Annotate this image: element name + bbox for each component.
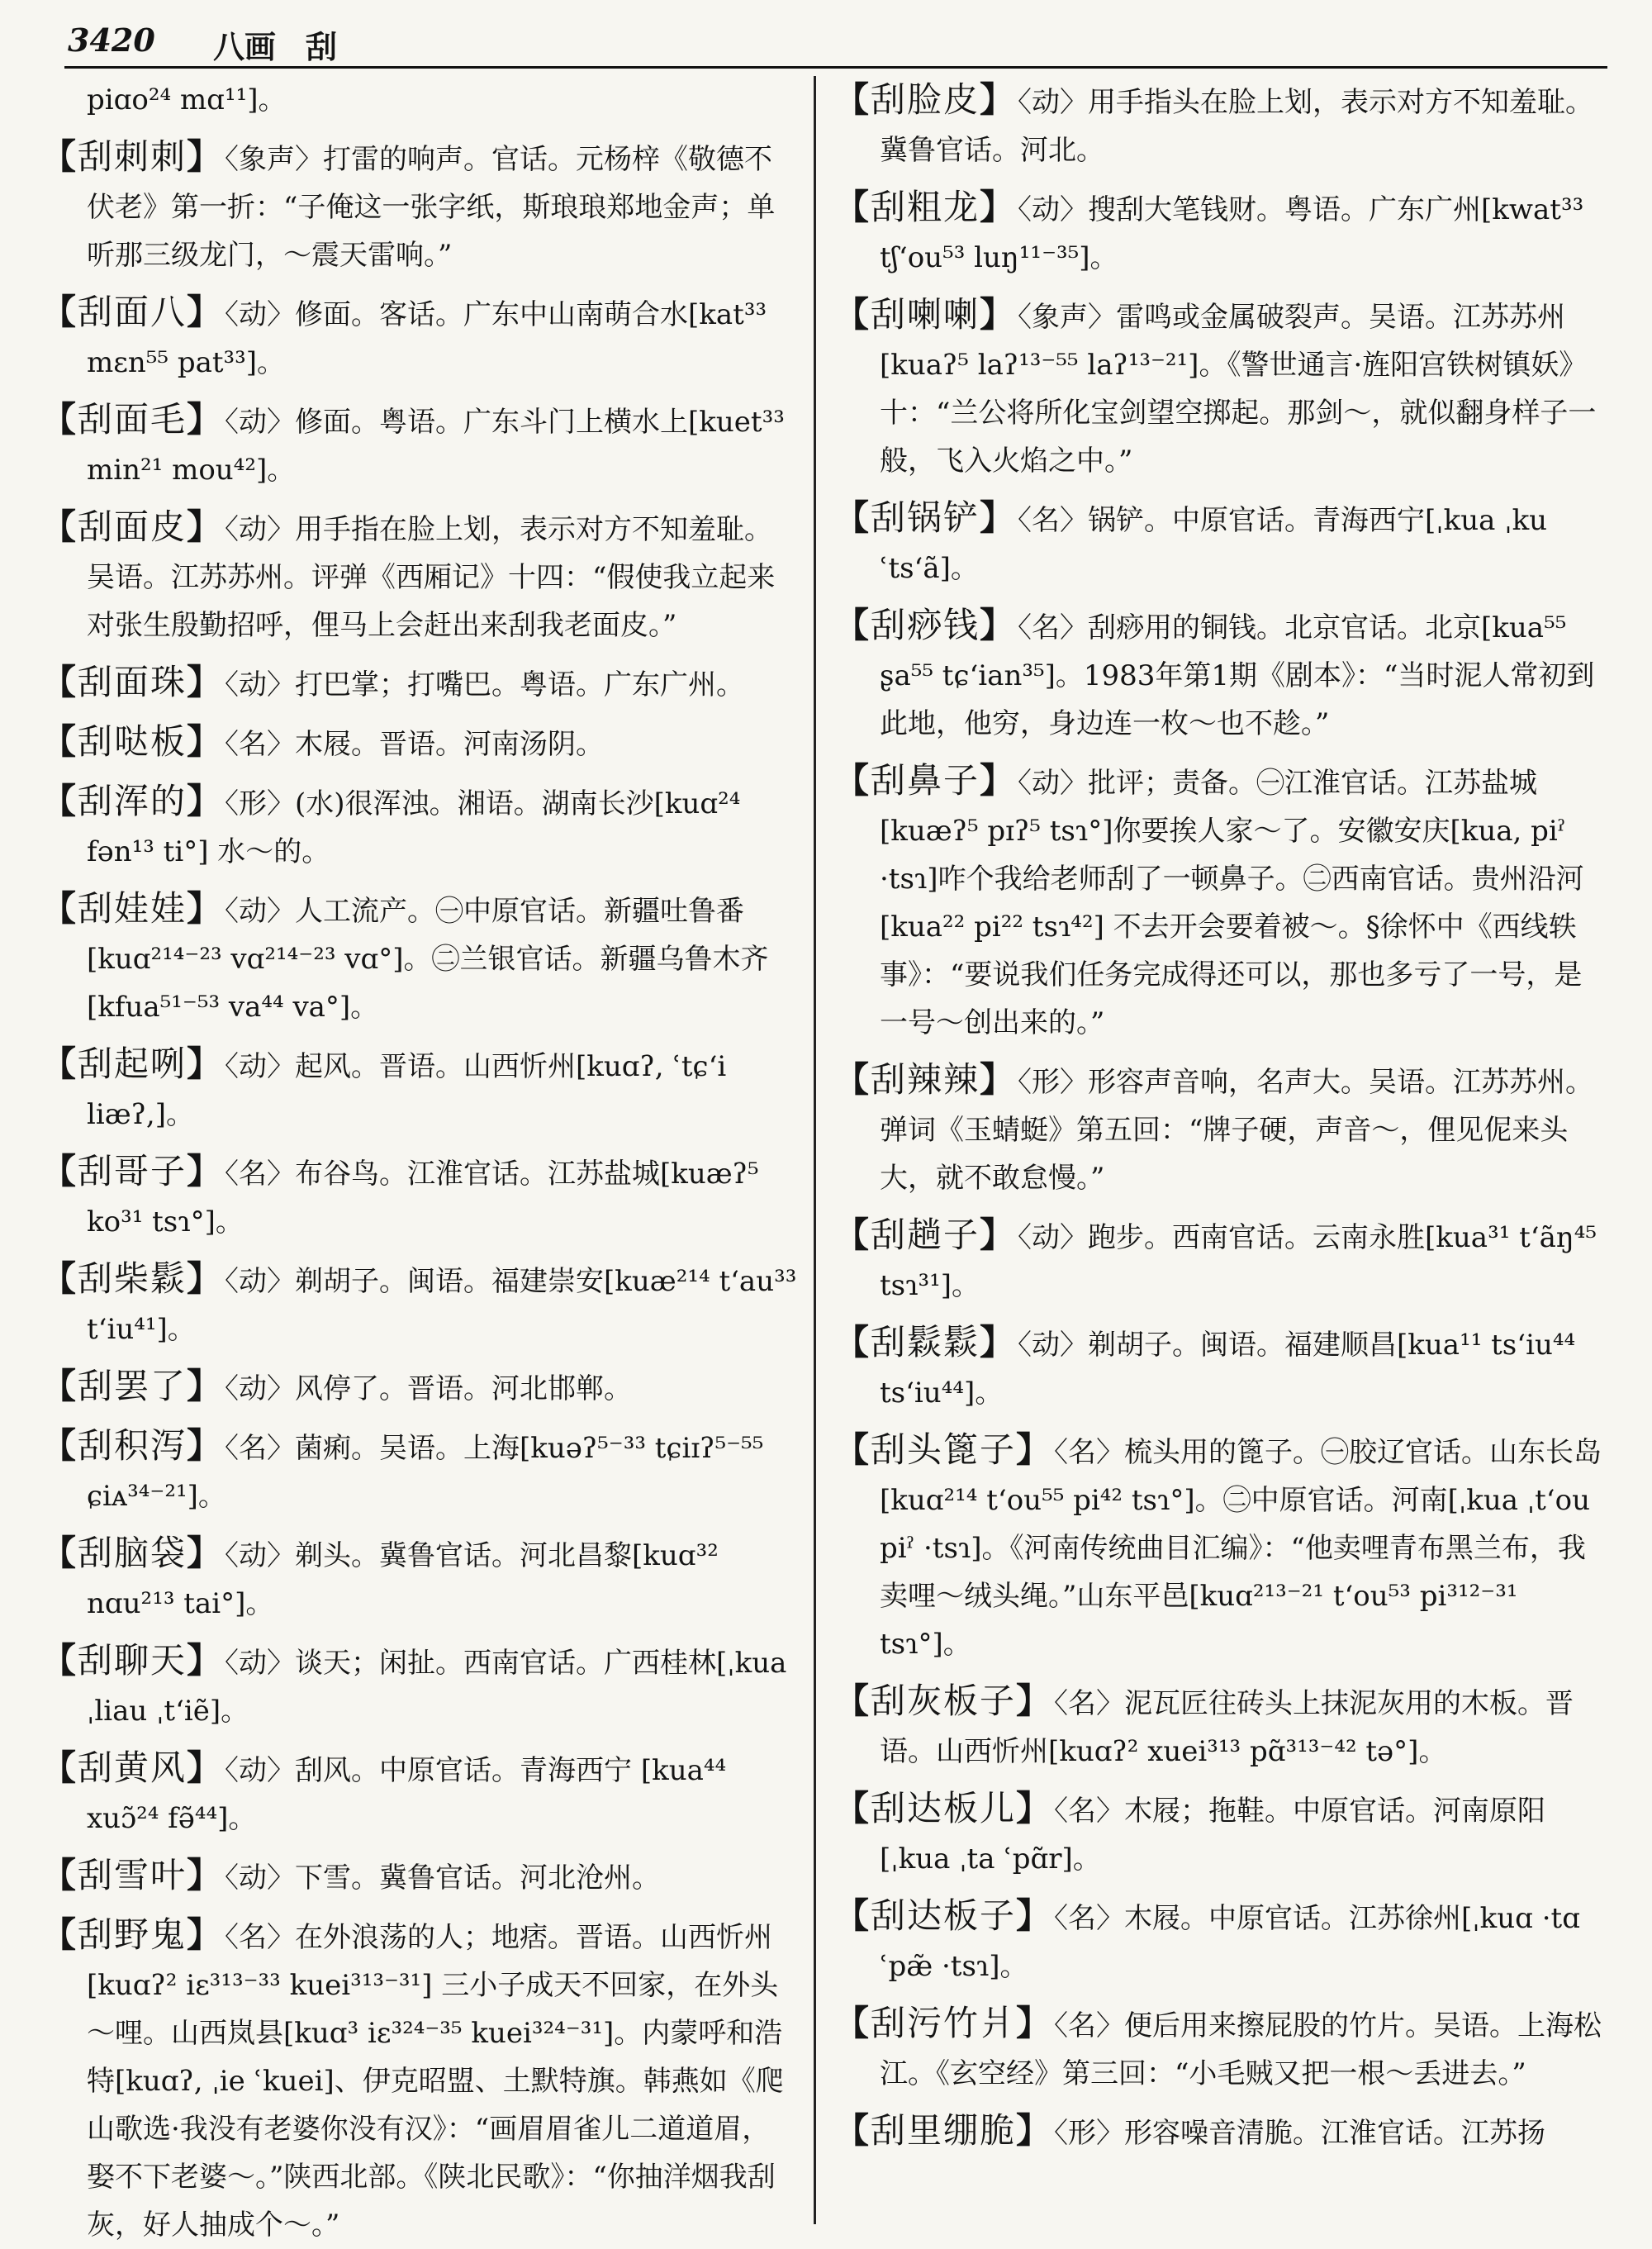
part-of-speech: 〈动〉 <box>1018 767 1089 800</box>
column-divider <box>814 76 816 2224</box>
dictionary-entry <box>834 1319 1602 1417</box>
part-of-speech: 〈动〉 <box>225 1539 296 1572</box>
entry-headword: 【刮鬏鬏】 <box>834 1322 1017 1362</box>
entry-headword: 【刮头篦子】 <box>834 1429 1053 1470</box>
dictionary-entry <box>834 1056 1602 1202</box>
entry-headword: 【刮达板儿】 <box>834 1788 1053 1828</box>
part-of-speech: 〈名〉 <box>1054 1902 1125 1935</box>
entry-definition: 下雪。冀鲁官话。河北沧州。 <box>295 1861 661 1895</box>
part-of-speech: 〈名〉 <box>1054 1687 1125 1720</box>
part-of-speech: 〈动〉 <box>225 895 296 928</box>
entry-definition: 打雷的响声。官话。元杨梓《敬德不伏老》第一折：“子俺这一张字纸，斯琅琅郑地金声；单听那三级龙门，～震天雷响。” <box>87 143 776 272</box>
dictionary-entry <box>834 76 1602 174</box>
entry-definition: 木屐；拖鞋。中原官话。河南原阳[ˌkua ˌta ʿpɑ̃r]。 <box>880 1795 1546 1876</box>
entry-definition: 修面。客话。广东中山南萌合水[kat³³ mɛn⁵⁵ pat³³]。 <box>87 298 767 379</box>
dictionary-entry <box>834 183 1602 282</box>
dictionary-entry <box>41 1148 797 1246</box>
entry-headword: 【刮趟子】 <box>834 1215 1017 1255</box>
dictionary-entry <box>834 757 1602 1047</box>
page-header <box>64 15 1607 69</box>
dictionary-entry <box>834 1999 1602 2098</box>
entry-headword: 【刮罢了】 <box>41 1366 224 1406</box>
part-of-speech: 〈名〉 <box>1054 1436 1125 1469</box>
entry-definition: 便后用来擦屁股的竹片。吴语。上海松江。《玄空经》第三回：“小毛贼又把一根～丢进去。” <box>880 2009 1602 2090</box>
part-of-speech: 〈动〉 <box>225 1647 296 1680</box>
entry-headword: 【刮柴鬏】 <box>41 1258 224 1299</box>
dictionary-entry <box>834 1211 1602 1310</box>
entry-definition: 木屐。晋语。河南汤阴。 <box>295 728 605 761</box>
entry-headword: 【刮积泻】 <box>41 1425 224 1466</box>
entry-definition: 谈天；闲扯。西南官话。广西桂林[ˌkua ˌliau ˌtʻiẽ]。 <box>87 1647 787 1728</box>
dictionary-entry <box>41 1422 797 1520</box>
entry-headword: 【刮娃娃】 <box>41 888 224 929</box>
part-of-speech: 〈动〉 <box>1018 86 1089 119</box>
entry-definition: 跑步。西南官话。云南永胜[kua³¹ tʻãŋ⁴⁵ tsɿ³¹]。 <box>880 1221 1597 1302</box>
dictionary-entry <box>41 288 797 387</box>
entry-definition: 用手指头在脸上划，表示对方不知羞耻。冀鲁官话。河北。 <box>880 86 1594 167</box>
dictionary-entry <box>834 494 1602 592</box>
entry-headword: 【刮达板子】 <box>834 1895 1053 1936</box>
entry-headword: 【刮面皮】 <box>41 506 224 547</box>
entry-headword: 【刮起咧】 <box>41 1044 224 1084</box>
entry-headword: 【刮面毛】 <box>41 399 224 440</box>
entry-headword: 【刮锅铲】 <box>834 497 1017 538</box>
part-of-speech: 〈名〉 <box>225 1921 296 1954</box>
dictionary-entry <box>41 1637 797 1735</box>
dictionary-entry <box>41 1362 797 1413</box>
dictionary-entry <box>41 1040 797 1139</box>
dictionary-entry <box>41 718 797 768</box>
entry-definition: 批评；责备。㊀江淮官话。江苏盐城[kuæʔ⁵ pɪʔ⁵ tsɿ°]你要挨人家～了。安徽安庆[kua, piˀ ·tsɿ]咋个我给老师刮了一顿鼻子。㊁西南官话。贵州沿河[kua²² pi²² tsɿ⁴²] 不去开会要着被～。§徐怀中《西线轶事》：“要说我们任务完成得还可以，那也多亏了一号，是一号～创出来的。” <box>880 767 1584 1039</box>
entry-headword: 【刮脑袋】 <box>41 1533 224 1573</box>
dictionary-entry <box>834 2107 1602 2157</box>
entry-definition: 刮风。中原官话。青海西宁 [kua⁴⁴ xuɔ̃²⁴ fə̃⁴⁴]。 <box>87 1754 727 1835</box>
part-of-speech: 〈名〉 <box>1018 611 1089 644</box>
part-of-speech: 〈动〉 <box>225 1372 296 1405</box>
entry-definition: 木屐。中原官话。江苏徐州[ˌkuɑ ·tɑ ʿpæ̃ ·tsɿ]。 <box>880 1902 1580 1983</box>
entry-headword: 【刮里绷脆】 <box>834 2110 1053 2151</box>
entry-definition: (水)很浑浊。湘语。湖南长沙[kuɑ²⁴ fən¹³ ti°] 水～的。 <box>87 787 741 868</box>
dictionary-entry <box>41 133 797 279</box>
entry-definition: 搜刮大笔钱财。粤语。广东广州[kwat³³ tʃʻou⁵³ luŋ¹¹⁻³⁵]。 <box>880 193 1584 274</box>
dictionary-entry <box>41 1911 797 2249</box>
dictionary-entry <box>41 1744 797 1842</box>
part-of-speech: 〈象声〉 <box>225 143 324 176</box>
part-of-speech: 〈名〉 <box>225 728 296 761</box>
part-of-speech: 〈动〉 <box>1018 1221 1089 1254</box>
dictionary-entry <box>834 1426 1602 1668</box>
part-of-speech: 〈形〉 <box>1018 1066 1089 1099</box>
entry-headword: 【刮脸皮】 <box>834 79 1017 120</box>
entry-headword: 【刮鼻子】 <box>834 760 1017 801</box>
page-number: 3420 <box>68 21 155 59</box>
entry-definition: 在外浪荡的人；地痞。晋语。山西忻州[kuɑʔ² iɛ³¹³⁻³³ kuei³¹³⁻³¹] 三小子成天不回家，在外头～哩。山西岚县[kuɑ³ iɛ³²⁴⁻³⁵ kuei³²⁴⁻³¹]。内蒙呼和浩特[kuɑʔ, ˌie ʿkuei]、伊克昭盟、土默特旗。韩燕如《爬山歌选·我没有老婆你没有汉》：“画眉眉雀儿二道道眉，娶不下老婆～。”陕西北部。《陕北民歌》：“你抽洋烟我刮灰，好人抽成个～。” <box>87 1921 784 2242</box>
left-column <box>41 76 797 2242</box>
part-of-speech: 〈动〉 <box>225 1265 296 1298</box>
entry-headword: 【刮黄风】 <box>41 1747 224 1788</box>
part-of-speech: 〈动〉 <box>225 1754 296 1787</box>
entry-definition: 起风。晋语。山西忻州[kuɑʔ, ʿtɕʻi liæʔ,]。 <box>87 1050 727 1131</box>
entry-definition: 梳头用的篦子。㊀胶辽官话。山东长岛[kuɑ²¹⁴ tʻou⁵⁵ pi⁴² tsɿ°]。㊁中原官话。河南[ˌkua ˌtʻou piˀ ·tsɿ]。《河南传统曲目汇编》：“他卖哩青布黑兰布，我卖哩～绒头绳。”山东平邑[kuɑ²¹³⁻²¹ tʻou⁵³ pi³¹²⁻³¹ tsɿ°]。 <box>880 1436 1602 1661</box>
entry-definition: 泥瓦匠往砖头上抹泥灰用的木板。晋语。山西忻州[kuɑʔ² xuei³¹³ pɑ̃³¹³⁻⁴² tə°]。 <box>880 1687 1574 1768</box>
entry-headword: 【刮面八】 <box>41 292 224 332</box>
entry-definition: 风停了。晋语。河北邯郸。 <box>295 1372 633 1405</box>
entry-definition: 菌痢。吴语。上海[kuəʔ⁵⁻³³ tɕiɪʔ⁵⁻⁵⁵ ɕiᴀ³⁴⁻²¹]。 <box>87 1432 764 1513</box>
part-of-speech: 〈象声〉 <box>1018 301 1117 334</box>
entry-headword: 【刮面珠】 <box>41 662 224 702</box>
dictionary-entry <box>41 503 797 649</box>
entry-headword: 【刮刺刺】 <box>41 136 224 177</box>
section-label: 八画 <box>213 28 277 65</box>
entry-headword: 【刮辣辣】 <box>834 1059 1017 1100</box>
entry-definition: 人工流产。㊀中原官话。新疆吐鲁番[kuɑ²¹⁴⁻²³ vɑ²¹⁴⁻²³ vɑ°]。㊁兰银官话。新疆乌鲁木齐[kfua⁵¹⁻⁵³ va⁴⁴ va°]。 <box>87 895 769 1024</box>
entry-definition: 打巴掌；打嘴巴。粤语。广东广州。 <box>295 668 745 701</box>
dictionary-entry <box>41 1255 797 1353</box>
dictionary-entry <box>41 396 797 494</box>
header-character: 刮 <box>306 28 338 65</box>
dictionary-entry <box>41 885 797 1031</box>
part-of-speech: 〈名〉 <box>1018 504 1089 537</box>
entry-definition: 形容声音响，名声大。吴语。江苏苏州。弹词《玉蜻蜓》第五回：“牌子硬，声音～，俚见伲来头大，就不敢怠慢。” <box>880 1066 1594 1195</box>
part-of-speech: 〈动〉 <box>225 668 296 701</box>
entry-definition: 形容噪音清脆。江淮官话。江苏扬 <box>1124 2117 1546 2150</box>
part-of-speech: 〈名〉 <box>1054 1795 1125 1828</box>
entry-definition: 修面。粤语。广东斗门上横水上[kuet³³ min²¹ mou⁴²]。 <box>87 406 785 487</box>
part-of-speech: 〈名〉 <box>1054 2009 1125 2042</box>
entry-headword: 【刮粗龙】 <box>834 187 1017 227</box>
part-of-speech: 〈动〉 <box>225 298 296 331</box>
entry-definition: 剃胡子。闽语。福建崇安[kuæ²¹⁴ tʻau³³ tʻiu⁴¹]。 <box>87 1265 797 1346</box>
entry-definition: 用手指在脸上划，表示对方不知羞耻。吴语。江苏苏州。评弹《西厢记》十四：“假使我立起来对张生殷勤招呼，俚马上会赶出来刮我老面皮。” <box>87 513 776 642</box>
entry-headword: 【刮哒板】 <box>41 721 224 762</box>
entry-headword: 【刮聊天】 <box>41 1640 224 1681</box>
part-of-speech: 〈名〉 <box>225 1432 296 1465</box>
part-of-speech: 〈动〉 <box>1018 193 1089 226</box>
entry-definition: 剃头。冀鲁官话。河北昌黎[kuɑ³² nɑu²¹³ tai°]。 <box>87 1539 719 1620</box>
entry-headword: 【刮野鬼】 <box>41 1914 224 1955</box>
part-of-speech: 〈动〉 <box>225 513 296 546</box>
part-of-speech: 〈形〉 <box>225 787 296 820</box>
part-of-speech: 〈动〉 <box>225 406 296 439</box>
entry-headword: 【刮痧钱】 <box>834 605 1017 645</box>
dictionary-entry <box>834 601 1602 748</box>
entry-headword: 【刮哥子】 <box>41 1151 224 1191</box>
dictionary-entry <box>834 1785 1602 1883</box>
entry-headword: 【刮浑的】 <box>41 781 224 821</box>
dictionary-entry <box>834 1892 1602 1990</box>
entry-headword: 【刮雪叶】 <box>41 1855 224 1895</box>
dictionary-entry <box>41 777 797 876</box>
dictionary-entry <box>834 291 1602 485</box>
dictionary-entry <box>41 76 797 124</box>
dictionary-entry <box>41 1529 797 1628</box>
entry-definition: 雷鸣或金属破裂声。吴语。江苏苏州[kuaʔ⁵ laʔ¹³⁻⁵⁵ laʔ¹³⁻²¹]。《警世通言·旌阳宫铁树镇妖》十：“兰公将所化宝剑望空掷起。那剑～，就似翻身样子一般，飞入火焰之中。” <box>880 301 1597 478</box>
entry-definition: 锅铲。中原官话。青海西宁[ˌkua ˌku ʿtsʻã]。 <box>880 504 1548 585</box>
entry-headword: 【刮灰板子】 <box>834 1681 1053 1721</box>
dictionary-entry <box>41 1852 797 1902</box>
part-of-speech: 〈动〉 <box>225 1050 296 1083</box>
dictionary-entry <box>41 659 797 709</box>
entry-headword: 【刮污竹爿】 <box>834 2003 1053 2043</box>
entry-headword: 【刮喇喇】 <box>834 294 1017 335</box>
dictionary-entry <box>834 1677 1602 1776</box>
part-of-speech: 〈名〉 <box>225 1158 296 1191</box>
entry-definition: 刮痧用的铜钱。北京官话。北京[kua⁵⁵ ʂa⁵⁵ tɕʻian³⁵]。1983年第1期《剧本》：“当时泥人常初到此地，他穷，身边连一枚～也不趁。” <box>880 611 1595 740</box>
right-column <box>834 76 1602 2224</box>
entry-definition: piɑo²⁴ mɑ¹¹]。 <box>87 83 287 116</box>
part-of-speech: 〈形〉 <box>1054 2117 1125 2150</box>
entry-definition: 剃胡子。闽语。福建顺昌[kua¹¹ tsʻiu⁴⁴ tsʻiu⁴⁴]。 <box>880 1329 1576 1410</box>
part-of-speech: 〈动〉 <box>1018 1329 1089 1362</box>
entry-definition: 布谷鸟。江淮官话。江苏盐城[kuæʔ⁵ ko³¹ tsɿ°]。 <box>87 1158 759 1239</box>
part-of-speech: 〈动〉 <box>225 1861 296 1895</box>
